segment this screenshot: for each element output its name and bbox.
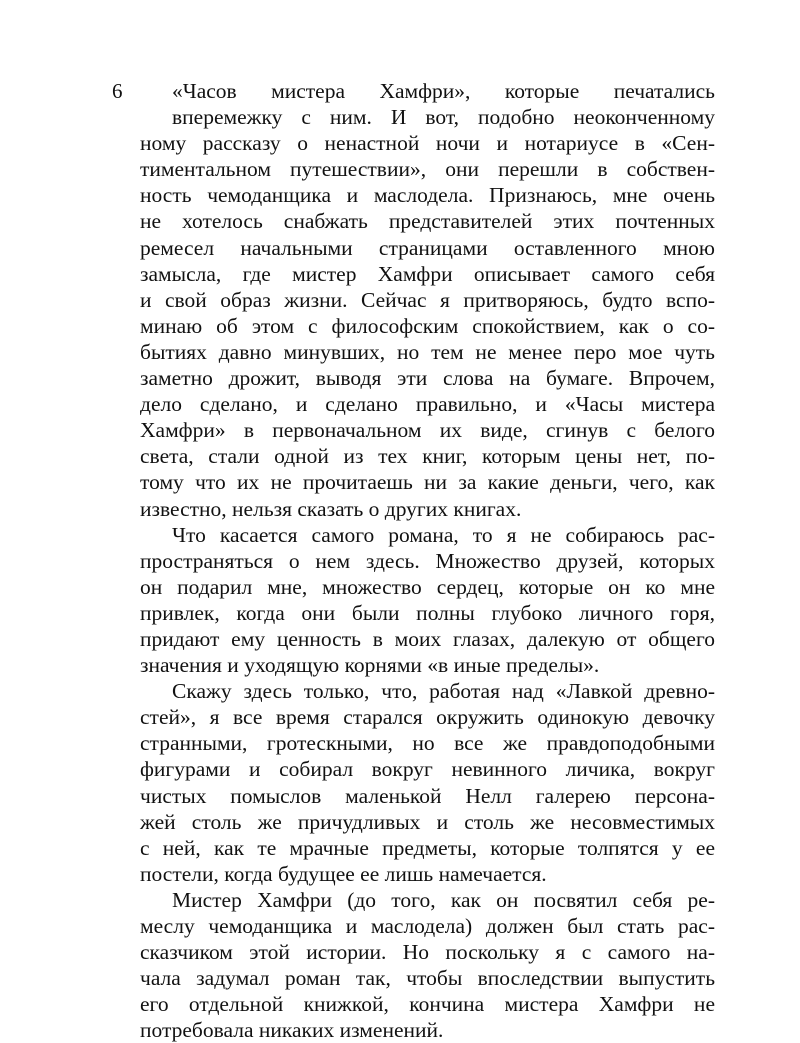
text-line: дело сделано, и сделано правильно, и «Часы мистера (140, 392, 715, 417)
text-line: не хотелось снабжать представителей этих почтенных (140, 209, 715, 234)
text-line: света, стали одной из тех книг, которым цены нет, по- (140, 444, 715, 469)
text-line: привлек, когда они были полны глубоко личного горя, (140, 600, 715, 625)
text-line: сказчиком этой истории. Но поскольку я с самого на- (140, 940, 715, 965)
text-line: тому что их не прочитаешь ни за какие деньги, чего, как (140, 470, 715, 495)
body-text (140, 78, 715, 1043)
text-line: вперемежку с ним. И вот, подобно неоконченному (172, 105, 715, 130)
text-line: чала задумал роман так, чтобы впоследствии выпустить (140, 966, 715, 991)
page-number: 6 (112, 79, 123, 103)
text-line: с ней, как те мрачные предметы, которые толпятся у ее (140, 835, 715, 860)
text-line: заметно дрожит, выводя эти слова на бумаге. Впрочем, (140, 366, 715, 391)
text-line: Хамфри» в первоначальном их виде, сгинув с белого (140, 418, 715, 443)
text-line: «Часов мистера Хамфри», которые печатались (172, 79, 715, 103)
text-line: стей», я все время старался окружить одинокую девочку (140, 705, 715, 730)
text-line: замысла, где мистер Хамфри описывает самого себя (140, 261, 715, 286)
text-line: чистых помыслов маленькой Нелл галерею персона- (140, 783, 715, 808)
text-line: Скажу здесь только, что, работая над «Лавкой древно- (172, 679, 715, 704)
text-line: его отдельной книжкой, кончина мистера Хамфри не (140, 992, 715, 1017)
text-line: он подарил мне, множество сердец, которые он ко мне (140, 574, 715, 599)
text-line: тиментальном путешествии», они перешли в собствен- (140, 157, 715, 182)
text-line: потребовала никаких изменений. (140, 1018, 444, 1043)
text-line: пространяться о нем здесь. Множество друзей, которых (140, 548, 715, 573)
text-line: значения и уходящую корнями «в иные пределы». (140, 653, 600, 678)
text-line: известно, нельзя сказать о других книгах. (140, 496, 522, 521)
text-line: странными, гротескными, но все же правдоподобными (140, 731, 715, 756)
text-line: ному рассказу о ненастной ночи и нотариусе в «Сен- (140, 131, 715, 156)
text-line: минаю об этом с философским спокойствием, как о со- (140, 313, 715, 338)
text-line: постели, когда будущее ее лишь намечается. (140, 861, 547, 886)
text-line: жей столь же причудливых и столь же несовместимых (140, 809, 715, 834)
text-line: меслу чемоданщика и маслодела) должен был стать рас- (140, 914, 715, 938)
text-line: ность чемоданщика и маслодела. Признаюсь, мне очень (140, 183, 715, 208)
text-line: Мистер Хамфри (до того, как он посвятил себя ре- (172, 887, 715, 912)
text-line: придают ему ценность в моих глазах, далекую от общего (140, 626, 715, 651)
text-line: и свой образ жизни. Сейчас я притворяюсь, будто вспо- (140, 287, 715, 312)
text-line: фигурами и собирал вокруг невинного личика, вокруг (140, 757, 715, 782)
text-line: Что касается самого романа, то я не собираюсь рас- (172, 522, 715, 547)
text-line: ремесел начальными страницами оставленного мною (140, 235, 715, 260)
text-line: бытиях давно минувших, но тем не менее перо мое чуть (140, 339, 715, 364)
